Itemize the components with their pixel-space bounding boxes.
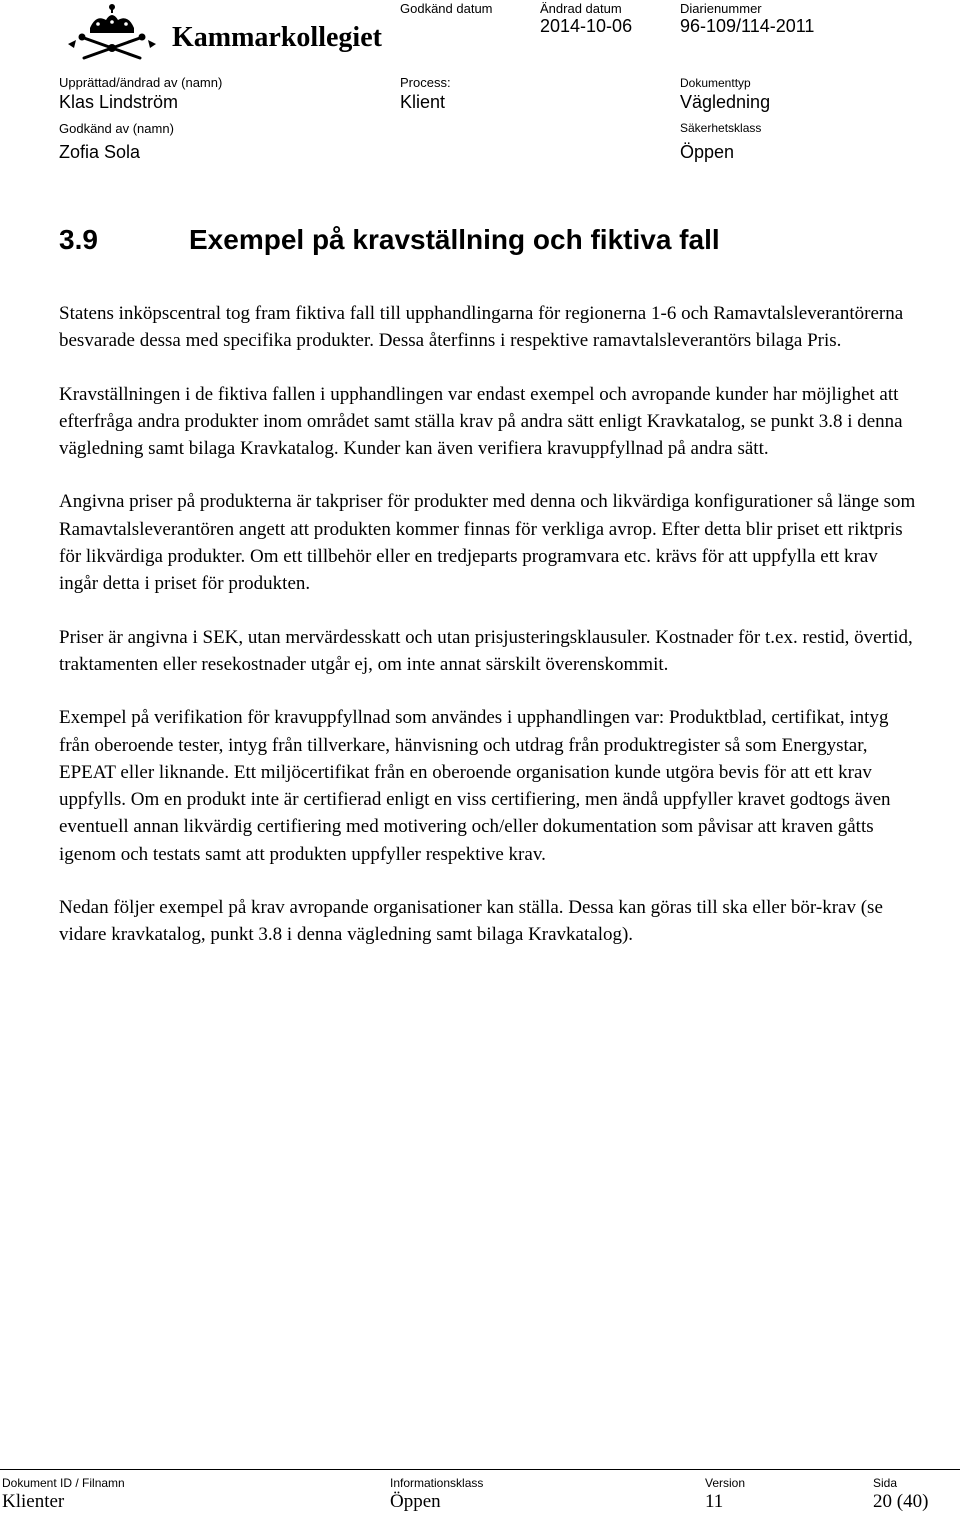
process-label: Process: [400, 75, 451, 90]
dokument-id-label: Dokument ID / Filnamn [2, 1476, 125, 1490]
godkand-datum-label: Godkänd datum [400, 1, 493, 16]
sakerhetsklass-value: Öppen [680, 142, 735, 162]
document-body [59, 300, 919, 975]
version-value: 11 [705, 1491, 724, 1512]
andrad-datum-value: 2014-10-06 [540, 16, 633, 36]
logo-text: Kammarkollegiet [172, 22, 382, 53]
diarienummer-value: 96-109/114-2011 [680, 16, 815, 36]
dokumenttyp-label: Dokumenttyp [680, 76, 751, 90]
dokumenttyp-value: Vägledning [680, 92, 771, 112]
kammarkollegiet-logo [62, 2, 382, 62]
paragraph-2: Kravställningen i de fiktiva fallen i upphandlingen var endast exempel och avropande kunder har möjlighet att efterfråga andra produkter inom området samt ställa krav på andra sätt enligt Kravkatalog, se punkt 3.8 i denna vägledning samt bilaga Kravkatalog. Kunder kan även verifiera kravuppfyllnad på andra sätt. [59, 383, 903, 460]
footer-divider [0, 1469, 960, 1470]
godkand-av-label: Godkänd av (namn) [59, 121, 174, 136]
dokument-id-value: Klienter [2, 1491, 65, 1512]
diarienummer-label: Diarienummer [680, 1, 762, 16]
informationsklass-value: Öppen [390, 1491, 441, 1512]
version-label: Version [705, 1476, 746, 1490]
godkand-av-value: Zofia Sola [59, 142, 141, 162]
upprattad-label: Upprättad/ändrad av (namn) [59, 75, 223, 90]
section-heading [59, 224, 720, 256]
upprattad-value: Klas Lindström [59, 92, 179, 112]
sida-label: Sida [873, 1476, 898, 1490]
paragraph-4: Priser är angivna i SEK, utan mervärdesskatt och utan prisjusteringsklausuler. Kostnader för t.ex. restid, övertid, traktamenten eller resekostnader utgår ej, om inte annat särskilt överenskommit. [59, 626, 913, 675]
andrad-datum-label: Ändrad datum [540, 1, 622, 16]
section-number: 3.9 [59, 224, 98, 255]
paragraph-1: Statens inköpscentral tog fram fiktiva fall till upphandlingarna för regionerna 1-6 och Ramavtalsleverantörerna besvarade dessa med specifika produkter. Dessa återfinns i respektive ramavtalsleverantörs bilaga Pris. [59, 303, 904, 352]
paragraph-5: Exempel på verifikation för kravuppfyllnad som användes i upphandlingen var: Produktblad, certifikat, intyg från oberoende tester, intyg från tillverkare, hänvisning och utdrag från produktregister så som Energystar, EPEAT eller liknande. Ett miljöcertifikat från en oberoende organisation kunde utgöra bevis för att ett krav uppfylls. Om en produkt inte är certifierad enligt en viss certifiering, men ändå uppfyller kravet godtogs även eventuell annan likvärdig certifiering med motivering och/eller dokumentation som påvisar att kraven gåtts igenom och testats samt att produkten uppfyller respektive krav. [59, 707, 891, 865]
paragraph-3: Angivna priser på produkterna är takpriser för produkter med denna och likvärdiga konfigurationer så länge som Ramavtalsleverantören angett att produkten kommer finnas för verkliga avrop. Efter detta blir priset ett riktpris för likvärdiga produkter. Om ett tillbehör eller en tredjeparts programvara etc. krävs för att uppfylla ett krav ingår detta i priset för produkten. [59, 491, 916, 595]
informationsklass-label: Informationsklass [390, 1476, 484, 1490]
sida-value: 20 (40) [873, 1491, 929, 1512]
section-title: Exempel på kravställning och fiktiva fall [189, 224, 720, 255]
process-value: Klient [400, 92, 446, 112]
sakerhetsklass-label: Säkerhetsklass [680, 121, 762, 135]
paragraph-6: Nedan följer exempel på krav avropande organisationer kan ställa. Dessa kan göras till ska eller bör-krav (se vidare kravkatalog, punkt 3.8 i denna vägledning samt bilaga Kravkatalog). [59, 897, 883, 946]
crown-emblem-icon [62, 2, 162, 62]
